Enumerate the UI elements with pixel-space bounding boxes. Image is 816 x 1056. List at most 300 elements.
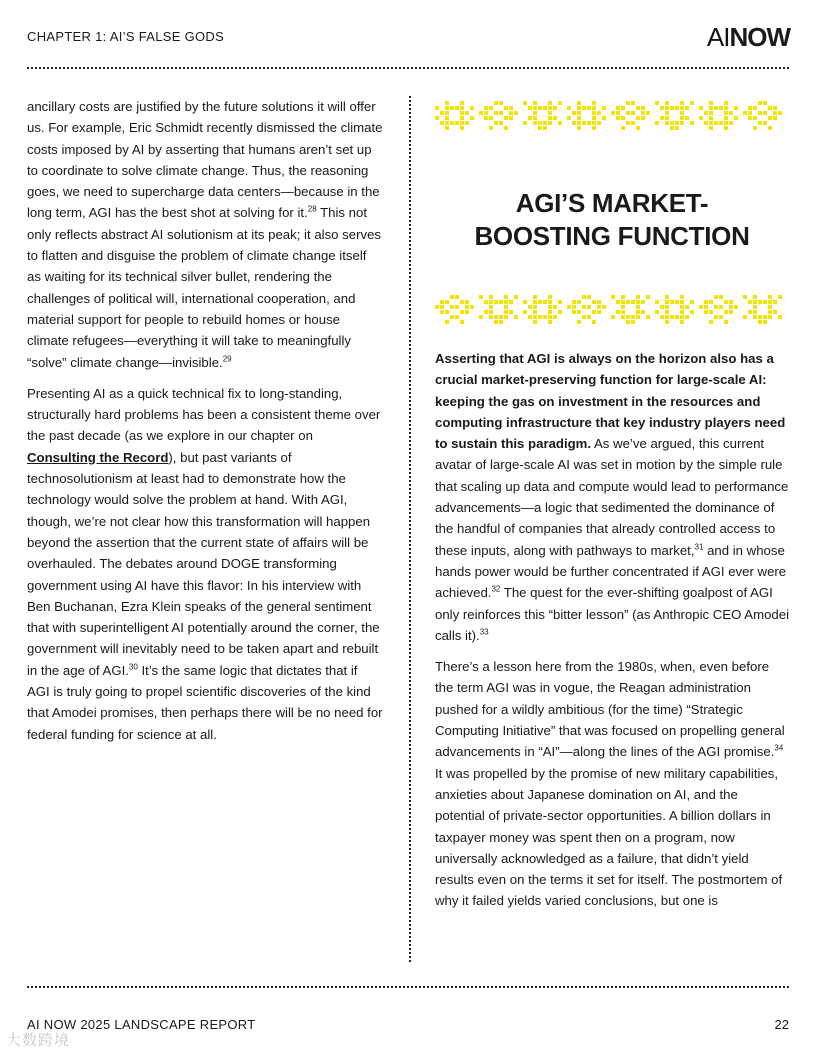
- pattern-pixel: [523, 101, 527, 105]
- pattern-pixel: [636, 310, 640, 314]
- pattern-pixel: [680, 116, 684, 120]
- pattern-pixel: [558, 300, 562, 304]
- pattern-pixel: [445, 320, 449, 324]
- pattern-pixel: [709, 111, 713, 115]
- pattern-pixel: [753, 126, 757, 130]
- footnote-31[interactable]: 31: [694, 542, 704, 552]
- pattern-pixel: [460, 310, 464, 314]
- pattern-pixel: [548, 116, 552, 120]
- pattern-pixel: [685, 106, 689, 110]
- pattern-pixel: [484, 111, 488, 115]
- pattern-pixel: [704, 310, 708, 314]
- pattern-pixel: [533, 116, 537, 120]
- pattern-pixel: [670, 121, 674, 125]
- pattern-pixel: [699, 305, 703, 309]
- pattern-pixel: [748, 116, 752, 120]
- pattern-pixel: [631, 111, 635, 115]
- pattern-pixel: [528, 106, 532, 110]
- pattern-pixel: [509, 310, 513, 314]
- pattern-pixel: [528, 315, 532, 319]
- pattern-pixel: [597, 111, 601, 115]
- pattern-pixel: [577, 320, 581, 324]
- pattern-pixel: [504, 305, 508, 309]
- pattern-pixel: [714, 295, 718, 299]
- pattern-pixel: [460, 116, 464, 120]
- pattern-pixel: [577, 121, 581, 125]
- pattern-pixel: [753, 116, 757, 120]
- pattern-pixel: [504, 116, 508, 120]
- pattern-pixel: [636, 295, 640, 299]
- pattern-pixel: [709, 320, 713, 324]
- pattern-pixel: [592, 310, 596, 314]
- pattern-pixel: [489, 126, 493, 130]
- pattern-pixel: [455, 121, 459, 125]
- left-paragraph-1: ancillary costs are justified by the future solutions it will offer us. For example, Eric Schmidt recently dismissed the climate costs imposed by AI by asserting that humans aren’t set up to coordinate to solve climate change. Thus, the reasoning goes, we need to supercharge data centers—because in the long term, AGI has the best shot at solving for it.$^{28}$ This not only reflects abstract AI solutionism at its peak; it also serves to flatten and disguise the problem of climate change itself as waiting for its technical silver bullet, rendering the challenges of political will, international cooperation, and material support for people to rebuild homes or house climate refugees—everything it will take to meaningfully “solve” climate change—invisible.$^{29}$: [27, 99, 383, 370]
- pattern-pixel: [558, 121, 562, 125]
- sidebar-title-line-1: AGI’S MARKET-: [515, 188, 709, 218]
- pattern-pixel: [572, 310, 576, 314]
- pattern-pixel: [587, 295, 591, 299]
- top-pattern-banner: [435, 96, 789, 136]
- pattern-pixel: [509, 111, 513, 115]
- pattern-pixel: [680, 295, 684, 299]
- pattern-pixel: [479, 111, 483, 115]
- pattern-pixel: [763, 121, 767, 125]
- pattern-pixel: [680, 111, 684, 115]
- pattern-pixel: [636, 300, 640, 304]
- pattern-pixel: [592, 320, 596, 324]
- ai-now-logo[interactable]: [707, 22, 790, 53]
- consulting-the-record-link[interactable]: Consulting the Record: [27, 449, 169, 465]
- pattern-pixel: [553, 315, 557, 319]
- pattern-pixel: [611, 315, 615, 319]
- pattern-pixel: [621, 310, 625, 314]
- pattern-pixel: [758, 300, 762, 304]
- pattern-pixel: [626, 300, 630, 304]
- pattern-pixel: [602, 106, 606, 110]
- pattern-pixel: [572, 111, 576, 115]
- footnote-30[interactable]: 30: [128, 662, 138, 672]
- pattern-pixel: [455, 106, 459, 110]
- pattern-pixel: [504, 126, 508, 130]
- pattern-pixel: [680, 315, 684, 319]
- pattern-pixel: [616, 116, 620, 120]
- footnote-34[interactable]: 34: [774, 743, 784, 753]
- pattern-pixel: [450, 295, 454, 299]
- pattern-pixel: [548, 305, 552, 309]
- pattern-pixel: [621, 126, 625, 130]
- pattern-pixel: [582, 295, 586, 299]
- pattern-pixel: [538, 315, 542, 319]
- pattern-pixel: [577, 310, 581, 314]
- pattern-pixel: [543, 315, 547, 319]
- pattern-pixel: [768, 116, 772, 120]
- pattern-pixel: [743, 315, 747, 319]
- pattern-pixel: [455, 305, 459, 309]
- pattern-pixel: [460, 300, 464, 304]
- pattern-pixel: [753, 310, 757, 314]
- pattern-pixel: [499, 101, 503, 105]
- pattern-pixel: [435, 116, 439, 120]
- pattern-pixel: [621, 295, 625, 299]
- pattern-pixel: [494, 315, 498, 319]
- pattern-pixel: [445, 106, 449, 110]
- pattern-pixel: [748, 106, 752, 110]
- pattern-pixel: [773, 310, 777, 314]
- pattern-pixel: [465, 121, 469, 125]
- pattern-pixel: [773, 116, 777, 120]
- pattern-pixel: [724, 320, 728, 324]
- pattern-pixel: [465, 305, 469, 309]
- pattern-pixel: [577, 101, 581, 105]
- pattern-pixel: [631, 121, 635, 125]
- pattern-pixel: [587, 106, 591, 110]
- pattern-pixel: [558, 101, 562, 105]
- pattern-pixel: [675, 315, 679, 319]
- pattern-pixel: [773, 300, 777, 304]
- pattern-pixel: [567, 116, 571, 120]
- pattern-pixel: [445, 111, 449, 115]
- pattern-pixel: [709, 126, 713, 130]
- pattern-pixel: [714, 106, 718, 110]
- pattern-pixel: [470, 106, 474, 110]
- pattern-pixel: [470, 305, 474, 309]
- pattern-pixel: [631, 101, 635, 105]
- pattern-pixel: [636, 106, 640, 110]
- pattern-pixel: [548, 295, 552, 299]
- pattern-pixel: [768, 295, 772, 299]
- pattern-pixel: [709, 310, 713, 314]
- pattern-pixel: [758, 315, 762, 319]
- pattern-pixel: [558, 310, 562, 314]
- pattern-pixel: [690, 300, 694, 304]
- pattern-pixel: [592, 111, 596, 115]
- pattern-pixel: [548, 101, 552, 105]
- pattern-pixel: [445, 126, 449, 130]
- pattern-pixel: [768, 310, 772, 314]
- pattern-pixel: [484, 310, 488, 314]
- pattern-pixel: [616, 106, 620, 110]
- pattern-pixel: [499, 111, 503, 115]
- pattern-pixel: [460, 101, 464, 105]
- pattern-pixel: [636, 305, 640, 309]
- pattern-pixel: [748, 300, 752, 304]
- watermark: 大数跨境: [6, 1032, 71, 1049]
- pattern-pixel: [577, 106, 581, 110]
- pattern-pixel: [440, 121, 444, 125]
- pattern-pixel: [714, 315, 718, 319]
- pattern-pixel: [509, 106, 513, 110]
- pattern-pixel: [533, 121, 537, 125]
- pattern-pixel: [489, 310, 493, 314]
- pattern-pixel: [587, 305, 591, 309]
- pattern-pixel: [602, 116, 606, 120]
- logo-ai-text: AI: [706, 22, 730, 52]
- pattern-pixel: [626, 121, 630, 125]
- pattern-pixel: [685, 305, 689, 309]
- pattern-pixel: [660, 106, 664, 110]
- pattern-pixel: [729, 300, 733, 304]
- pattern-pixel: [729, 111, 733, 115]
- pattern-pixel: [592, 121, 596, 125]
- pattern-pixel: [577, 116, 581, 120]
- pattern-pixel: [758, 101, 762, 105]
- pattern-pixel: [548, 106, 552, 110]
- pattern-pixel: [660, 116, 664, 120]
- sidebar-paragraph-1: Asserting that AGI is always on the horizon also has a crucial market-preserving function for large-scale AI: keeping the gas on investment in the resources and computing infrastructure that key industry players need to sustain this paradigm. As we’ve argued, this current avatar of large-scale AI was set in motion by the simple rule that scaling up data and compute would lead to performance advancements—a logic that sedimented the dominance of the handful of companies that already controlled access to these inputs, along with pathways to market,$^{31}$ and in whose hands power would be further concentrated if AGI ever were achieved.$^{32}$ The quest for the ever-shifting goalpost of AGI only reinforces this “bitter lesson” (as Anthropic CEO Amodei calls it).$^{33}$: [435, 351, 790, 643]
- pattern-pixel: [729, 305, 733, 309]
- pattern-pixel: [567, 106, 571, 110]
- pattern-pixel: [753, 315, 757, 319]
- pattern-pixel: [440, 111, 444, 115]
- pattern-pixel: [597, 300, 601, 304]
- pattern-pixel: [538, 121, 542, 125]
- pattern-pixel: [734, 116, 738, 120]
- pattern-pixel: [704, 300, 708, 304]
- pattern-pixel: [636, 116, 640, 120]
- pattern-pixel: [592, 116, 596, 120]
- pattern-pixel: [445, 116, 449, 120]
- footnote-28[interactable]: 28: [307, 205, 317, 215]
- pattern-pixel: [548, 121, 552, 125]
- pattern-pixel: [724, 121, 728, 125]
- pattern-pixel: [768, 300, 772, 304]
- pattern-pixel: [660, 305, 664, 309]
- pattern-pixel: [685, 116, 689, 120]
- pattern-pixel: [641, 300, 645, 304]
- pattern-pixel: [465, 111, 469, 115]
- pattern-pixel: [572, 300, 576, 304]
- pattern-pixel: [533, 295, 537, 299]
- pattern-pixel: [489, 315, 493, 319]
- pattern-pixel: [465, 300, 469, 304]
- pattern-pixel: [509, 300, 513, 304]
- pattern-pixel: [592, 300, 596, 304]
- pattern-pixel: [460, 111, 464, 115]
- pattern-pixel: [763, 300, 767, 304]
- pattern-pixel: [665, 300, 669, 304]
- pattern-pixel: [753, 106, 757, 110]
- pattern-pixel: [611, 295, 615, 299]
- pattern-pixel: [753, 300, 757, 304]
- pattern-pixel: [445, 121, 449, 125]
- pattern-pixel: [592, 106, 596, 110]
- sidebar-title-line-2: BOOSTING FUNCTION: [474, 221, 750, 251]
- footnote-29[interactable]: 29: [222, 354, 232, 364]
- pattern-pixel: [484, 300, 488, 304]
- pattern-pixel: [680, 320, 684, 324]
- pattern-pixel: [773, 106, 777, 110]
- pattern-pixel: [626, 315, 630, 319]
- pattern-pixel: [602, 305, 606, 309]
- pattern-pixel: [641, 116, 645, 120]
- pattern-pixel: [778, 111, 782, 115]
- pattern-pixel: [504, 295, 508, 299]
- pattern-pixel: [763, 111, 767, 115]
- pattern-pixel: [670, 315, 674, 319]
- pattern-pixel: [758, 121, 762, 125]
- pattern-pixel: [543, 300, 547, 304]
- sidebar-paragraph-2: There’s a lesson here from the 1980s, when, even before the term AGI was in vogue, the Reagan administration pushed for a wildly ambitious (for the time) “Strategic Computing Initiative” that was focused on propelling general advancements in “AI”—along the lines of the AGI promise.$^{34}$ It was propelled by the promise of new military capabilities, anxieties about Japanese domination on AI, and the potential of private-sector opportunities. A billion dollars in taxpayer money was spent then on a program, now universally acknowledged as a failure, that didn’t yield results even on the terms it set for itself. The postmortem of why it failed yields varied conclusions, but one is: [435, 659, 785, 909]
- footer-divider: [27, 986, 789, 988]
- pattern-pixel: [504, 315, 508, 319]
- pattern-pixel: [704, 111, 708, 115]
- left-column: [27, 96, 383, 755]
- pattern-pixel: [734, 106, 738, 110]
- pattern-pixel: [714, 121, 718, 125]
- pattern-pixel: [685, 315, 689, 319]
- pattern-pixel: [753, 305, 757, 309]
- left-paragraph-2: Presenting AI as a quick technical fix to long-standing, structurally hard problems has been a consistent theme over the past decade (as we explore in our chapter on Consulting the Record), but past variants of technosolutionism at least had to demonstrate how the technology would solve the problem at hand. With AGI, though, we’re not clear how this transformation will happen beyond the assertion that the current state of affairs will be overhauled. The debates around DOGE transforming government using AI have this flavor: In his interview with Ben Buchanan, Ezra Klein speaks of the general sentiment that with superintelligent AI potentially around the corner, the government will inevitably need to be taken apart and rebuilt in the age of AGI.$^{30}$ It’s the same logic that dictates that if AGI is truly going to propel scientific discoveries of the kind that Amodei promises, then perhaps there will be no need for federal funding for science at all.: [27, 385, 383, 742]
- pattern-pixel: [675, 106, 679, 110]
- pattern-pixel: [445, 300, 449, 304]
- pattern-pixel: [592, 101, 596, 105]
- pattern-pixel: [690, 101, 694, 105]
- pattern-pixel: [611, 111, 615, 115]
- pattern-pixel: [665, 310, 669, 314]
- pattern-pixel: [763, 320, 767, 324]
- pattern-pixel: [460, 320, 464, 324]
- pattern-pixel: [675, 126, 679, 130]
- pattern-pixel: [548, 310, 552, 314]
- footnote-32[interactable]: 32: [491, 584, 501, 594]
- pattern-pixel: [489, 300, 493, 304]
- pattern-pixel: [675, 121, 679, 125]
- pattern-pixel: [621, 106, 625, 110]
- pattern-pixel: [499, 320, 503, 324]
- pattern-pixel: [724, 101, 728, 105]
- pattern-pixel: [709, 300, 713, 304]
- pattern-pixel: [533, 310, 537, 314]
- footnote-33[interactable]: 33: [479, 627, 489, 637]
- logo-now-text: NOW: [729, 22, 790, 52]
- pattern-pixel: [763, 315, 767, 319]
- pattern-pixel: [582, 106, 586, 110]
- pattern-pixel: [665, 121, 669, 125]
- pattern-pixel: [621, 300, 625, 304]
- pattern-pixel: [670, 106, 674, 110]
- pattern-pixel: [484, 116, 488, 120]
- pattern-pixel: [460, 126, 464, 130]
- pattern-pixel: [773, 111, 777, 115]
- pattern-pixel: [533, 101, 537, 105]
- pattern-pixel: [665, 101, 669, 105]
- pattern-pixel: [533, 305, 537, 309]
- pattern-pixel: [450, 106, 454, 110]
- pattern-pixel: [597, 121, 601, 125]
- pattern-pixel: [699, 106, 703, 110]
- pattern-pixel: [729, 310, 733, 314]
- pattern-pixel: [460, 121, 464, 125]
- pattern-pixel: [719, 106, 723, 110]
- pattern-pixel: [597, 305, 601, 309]
- pattern-pixel: [450, 315, 454, 319]
- pattern-pixel: [587, 315, 591, 319]
- pattern-pixel: [748, 111, 752, 115]
- pattern-pixel: [440, 305, 444, 309]
- pattern-pixel: [665, 315, 669, 319]
- pattern-pixel: [778, 315, 782, 319]
- pattern-pixel: [631, 320, 635, 324]
- pattern-pixel: [582, 121, 586, 125]
- pattern-pixel: [504, 300, 508, 304]
- pattern-pixel: [494, 320, 498, 324]
- pattern-pixel: [724, 126, 728, 130]
- pattern-pixel: [616, 111, 620, 115]
- report-name: AI NOW 2025 LANDSCAPE REPORT: [27, 1017, 256, 1032]
- pattern-pixel: [719, 305, 723, 309]
- pattern-pixel: [577, 111, 581, 115]
- pattern-pixel: [533, 315, 537, 319]
- pattern-pixel: [616, 300, 620, 304]
- header-divider: [27, 67, 789, 69]
- pattern-pixel: [655, 310, 659, 314]
- pattern-pixel: [538, 126, 542, 130]
- pattern-pixel: [704, 305, 708, 309]
- pattern-pixel: [748, 310, 752, 314]
- pattern-pixel: [709, 106, 713, 110]
- pattern-pixel: [435, 305, 439, 309]
- pattern-pixel: [582, 315, 586, 319]
- pattern-pixel: [465, 310, 469, 314]
- pattern-pixel: [621, 305, 625, 309]
- pattern-pixel: [724, 310, 728, 314]
- pattern-pixel: [768, 315, 772, 319]
- pattern-pixel: [548, 315, 552, 319]
- pattern-pixel: [636, 126, 640, 130]
- pattern-pixel: [460, 106, 464, 110]
- pattern-pixel: [753, 295, 757, 299]
- pattern-pixel: [455, 315, 459, 319]
- pattern-pixel: [597, 310, 601, 314]
- pattern-pixel: [665, 116, 669, 120]
- pattern-pixel: [743, 295, 747, 299]
- pattern-pixel: [665, 106, 669, 110]
- pattern-pixel: [470, 116, 474, 120]
- pattern-pixel: [778, 295, 782, 299]
- pattern-pixel: [553, 116, 557, 120]
- pattern-pixel: [709, 121, 713, 125]
- pattern-pixel: [533, 320, 537, 324]
- pattern-pixel: [724, 116, 728, 120]
- pattern-pixel: [680, 121, 684, 125]
- pattern-pixel: [631, 300, 635, 304]
- pattern-pixel: [734, 305, 738, 309]
- pattern-pixel: [494, 121, 498, 125]
- pattern-pixel: [543, 121, 547, 125]
- pattern-pixel: [665, 295, 669, 299]
- pattern-pixel: [680, 310, 684, 314]
- pattern-pixel: [514, 295, 518, 299]
- pattern-pixel: [680, 300, 684, 304]
- pattern-pixel: [665, 320, 669, 324]
- pattern-pixel: [626, 101, 630, 105]
- chapter-title: CHAPTER 1: AI’S FALSE GODS: [27, 29, 225, 44]
- pattern-pixel: [450, 305, 454, 309]
- pattern-pixel: [577, 300, 581, 304]
- pattern-pixel: [758, 111, 762, 115]
- pattern-pixel: [724, 111, 728, 115]
- pattern-pixel: [440, 310, 444, 314]
- pattern-pixel: [655, 300, 659, 304]
- pattern-pixel: [719, 295, 723, 299]
- pattern-pixel: [690, 310, 694, 314]
- pattern-pixel: [592, 126, 596, 130]
- pattern-pixel: [543, 126, 547, 130]
- pattern-pixel: [655, 121, 659, 125]
- pattern-pixel: [763, 101, 767, 105]
- pattern-pixel: [479, 295, 483, 299]
